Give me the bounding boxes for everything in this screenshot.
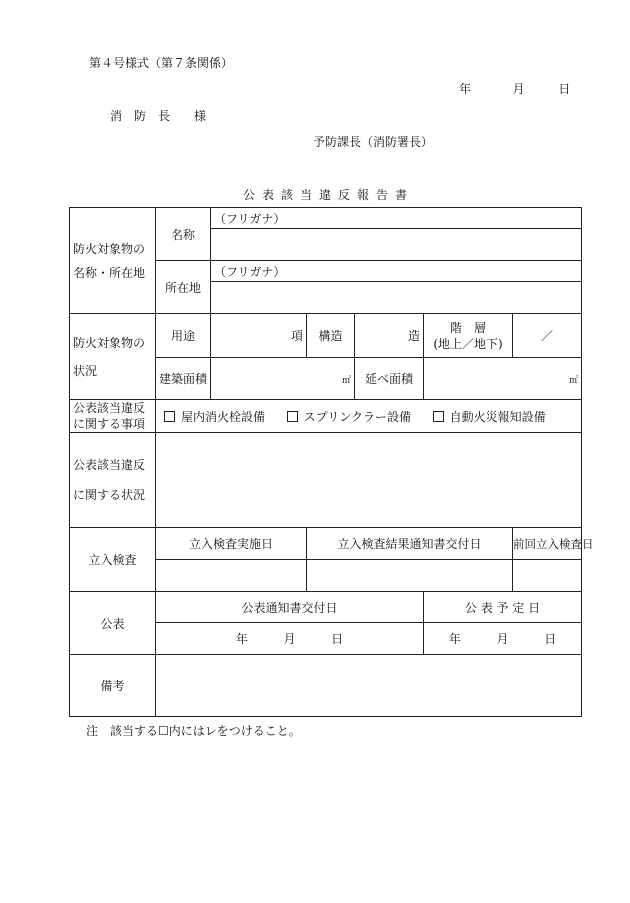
usage-field[interactable]	[211, 314, 307, 358]
inspection-date-field[interactable]	[156, 560, 307, 592]
structure-suffix: 造	[407, 329, 420, 343]
publication-notice-label: 公表通知書交付日	[156, 592, 424, 623]
remarks-label: 備考	[70, 655, 156, 717]
footnote: 注 該当する☐内にはレをつけること。	[86, 724, 301, 738]
status-label-cell	[70, 314, 156, 400]
name-label: 名称	[156, 208, 211, 261]
checkbox-label: スプリンクラー設備	[303, 409, 411, 424]
notice-date-year: 年	[235, 632, 248, 646]
violation-items-label-line1: 公表該当違反	[73, 401, 146, 415]
building-area-label: 建築面積	[156, 358, 211, 400]
violation-items-label	[70, 400, 156, 433]
name-field[interactable]	[211, 229, 582, 261]
report-table	[69, 207, 594, 717]
total-floor-area-field[interactable]	[424, 358, 582, 400]
publication-schedule-label: 公 表 予 定 日	[424, 592, 582, 623]
inspection-date-label: 立入検査実施日	[156, 528, 307, 560]
notice-date-month: 月	[283, 632, 296, 646]
floors-label-line1: 階 層	[449, 320, 486, 335]
schedule-date-year: 年	[448, 632, 461, 646]
violation-status-label	[70, 433, 156, 528]
remarks-field[interactable]	[156, 655, 582, 717]
total-floor-area-label: 延べ面積	[355, 358, 424, 400]
checkbox-icon[interactable]	[287, 411, 298, 422]
date-day-label: 日	[558, 82, 571, 96]
checkbox-icon[interactable]	[164, 411, 175, 422]
publication-schedule-date-field[interactable]	[424, 623, 582, 655]
checkbox-label: 屋内消火栓設備	[181, 409, 266, 424]
violation-items-label-line2: に関する事項	[73, 417, 146, 431]
usage-label: 用途	[156, 314, 211, 358]
floors-separator: ／	[541, 329, 554, 343]
checkbox-label: 自動火災報知設備	[449, 409, 546, 424]
publication-notice-date-field[interactable]	[156, 623, 424, 655]
violation-status-label-line2: に関する状況	[73, 488, 146, 502]
address-furigana-label: （フリガナ）	[211, 261, 582, 282]
inspection-label: 立入検査	[70, 528, 156, 592]
schedule-date-month: 月	[496, 632, 509, 646]
checkbox-sprinkler[interactable]	[287, 410, 411, 424]
result-notice-label: 立入検査結果通知書交付日	[307, 528, 513, 560]
building-label-line2: 名称・所在地	[73, 265, 146, 280]
total-floor-area-unit: ㎡	[569, 375, 579, 386]
result-notice-field[interactable]	[307, 560, 513, 592]
building-area-unit: ㎡	[341, 375, 351, 386]
form-title: 公表該当違反報告書	[243, 188, 415, 202]
status-label-line2: 状況	[73, 363, 98, 378]
floors-label	[424, 314, 513, 358]
floors-label-line2: (地上／地下)	[433, 336, 503, 351]
checkbox-icon[interactable]	[433, 411, 444, 422]
violation-status-label-line1: 公表該当違反	[73, 458, 146, 472]
address-label: 所在地	[156, 261, 211, 314]
violation-status-field[interactable]	[156, 433, 582, 528]
publication-label: 公表	[70, 592, 156, 655]
checkbox-fire-alarm[interactable]	[433, 410, 546, 424]
schedule-date-day: 日	[544, 632, 557, 646]
address-field[interactable]	[211, 282, 582, 314]
notice-date-day: 日	[331, 632, 344, 646]
status-label-line1: 防火対象物の	[73, 335, 146, 350]
building-area-field[interactable]	[211, 358, 355, 400]
date-year-label: 年	[459, 82, 472, 96]
previous-inspection-label: 前回立入検査日	[513, 528, 582, 560]
structure-field[interactable]	[355, 314, 424, 358]
report-date	[459, 80, 570, 97]
addressee: 消 防 長 様	[110, 109, 207, 123]
checkbox-row	[156, 400, 582, 433]
floors-field[interactable]	[513, 314, 582, 358]
name-furigana-label: （フリガナ）	[211, 208, 582, 229]
previous-inspection-field[interactable]	[513, 560, 582, 592]
date-month-label: 月	[512, 82, 525, 96]
checkbox-indoor-hydrant[interactable]	[164, 410, 265, 424]
form-number: 第４号様式（第７条関係）	[89, 56, 234, 70]
structure-label: 構造	[307, 314, 355, 358]
building-label-line1: 防火対象物の	[73, 241, 146, 256]
building-label-cell	[70, 208, 156, 314]
sender: 予防課長（消防署長）	[313, 135, 434, 149]
usage-suffix: 項	[290, 329, 303, 343]
